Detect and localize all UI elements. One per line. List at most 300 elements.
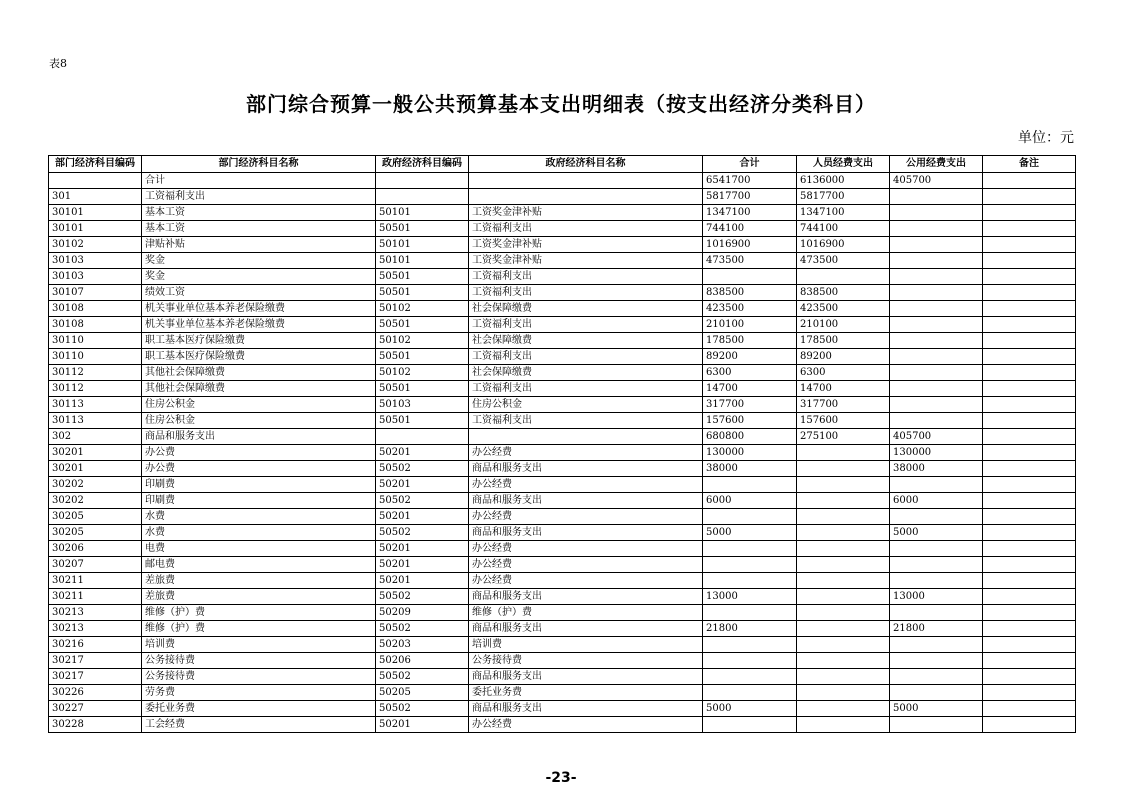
cell-gov-name: 办公经费: [469, 557, 703, 573]
cell-dept-code: 30110: [49, 349, 142, 365]
table-row: [49, 589, 1076, 605]
cell-gov-code: 50205: [376, 685, 469, 701]
cell-public: [890, 397, 983, 413]
cell-dept-name: 住房公积金: [142, 397, 376, 413]
cell-total: 6300: [703, 365, 797, 381]
cell-personnel: 178500: [797, 333, 890, 349]
cell-public: [890, 333, 983, 349]
cell-total: 178500: [703, 333, 797, 349]
cell-public: 405700: [890, 429, 983, 445]
cell-total: [703, 541, 797, 557]
cell-dept-name: 奖金: [142, 253, 376, 269]
cell-total: 680800: [703, 429, 797, 445]
cell-personnel: [797, 621, 890, 637]
cell-personnel: 6136000: [797, 173, 890, 189]
cell-gov-code: 50502: [376, 621, 469, 637]
cell-public: 13000: [890, 589, 983, 605]
cell-note: [983, 365, 1076, 381]
cell-total: 838500: [703, 285, 797, 301]
cell-dept-code: 30201: [49, 445, 142, 461]
cell-gov-code: 50201: [376, 445, 469, 461]
table-row: [49, 269, 1076, 285]
cell-personnel: [797, 493, 890, 509]
cell-personnel: [797, 509, 890, 525]
cell-dept-code: 30112: [49, 381, 142, 397]
cell-gov-code: 50502: [376, 493, 469, 509]
cell-gov-name: 办公经费: [469, 541, 703, 557]
cell-dept-name: 职工基本医疗保险缴费: [142, 333, 376, 349]
cell-dept-code: 30110: [49, 333, 142, 349]
cell-dept-code: 30217: [49, 669, 142, 685]
cell-public: [890, 317, 983, 333]
cell-dept-code: 30211: [49, 573, 142, 589]
cell-note: [983, 349, 1076, 365]
cell-dept-code: 30112: [49, 365, 142, 381]
cell-public: [890, 413, 983, 429]
cell-total: [703, 557, 797, 573]
cell-gov-name: 工资奖金津补贴: [469, 237, 703, 253]
table-header-row: [49, 156, 1076, 173]
cell-total: [703, 669, 797, 685]
cell-dept-code: 30211: [49, 589, 142, 605]
cell-personnel: 423500: [797, 301, 890, 317]
cell-public: [890, 189, 983, 205]
cell-note: [983, 541, 1076, 557]
cell-dept-code: 30226: [49, 685, 142, 701]
cell-gov-code: [376, 173, 469, 189]
cell-public: [890, 557, 983, 573]
cell-dept-name: 基本工资: [142, 205, 376, 221]
cell-note: [983, 381, 1076, 397]
cell-personnel: [797, 477, 890, 493]
cell-personnel: [797, 589, 890, 605]
cell-total: 130000: [703, 445, 797, 461]
cell-total: 423500: [703, 301, 797, 317]
page-number: -23-: [545, 770, 577, 786]
table-row: [49, 317, 1076, 333]
cell-note: [983, 525, 1076, 541]
cell-dept-name: 劳务费: [142, 685, 376, 701]
cell-dept-name: 合计: [142, 173, 376, 189]
cell-gov-code: 50101: [376, 205, 469, 221]
cell-total: 473500: [703, 253, 797, 269]
cell-total: 1347100: [703, 205, 797, 221]
table-row: [49, 525, 1076, 541]
cell-personnel: [797, 269, 890, 285]
cell-gov-name: 商品和服务支出: [469, 493, 703, 509]
cell-public: [890, 717, 983, 733]
cell-gov-name: 商品和服务支出: [469, 621, 703, 637]
cell-gov-name: 办公经费: [469, 509, 703, 525]
table-row: [49, 669, 1076, 685]
cell-note: [983, 573, 1076, 589]
cell-gov-code: 50501: [376, 413, 469, 429]
cell-personnel: [797, 541, 890, 557]
cell-gov-code: 50502: [376, 701, 469, 717]
cell-note: [983, 189, 1076, 205]
cell-personnel: [797, 525, 890, 541]
cell-dept-name: 维修（护）费: [142, 605, 376, 621]
cell-personnel: [797, 445, 890, 461]
cell-gov-code: 50102: [376, 365, 469, 381]
cell-gov-code: 50201: [376, 509, 469, 525]
cell-dept-code: 30227: [49, 701, 142, 717]
cell-gov-name: 社会保障缴费: [469, 301, 703, 317]
cell-total: 5817700: [703, 189, 797, 205]
cell-gov-code: [376, 429, 469, 445]
cell-dept-code: 30202: [49, 493, 142, 509]
cell-gov-name: 维修（护）费: [469, 605, 703, 621]
cell-dept-name: 绩效工资: [142, 285, 376, 301]
cell-dept-code: 30213: [49, 605, 142, 621]
cell-public: 5000: [890, 525, 983, 541]
cell-public: [890, 653, 983, 669]
cell-total: 38000: [703, 461, 797, 477]
cell-dept-name: 津贴补贴: [142, 237, 376, 253]
table-row: [49, 557, 1076, 573]
cell-total: [703, 685, 797, 701]
cell-total: 744100: [703, 221, 797, 237]
cell-dept-code: 30216: [49, 637, 142, 653]
cell-total: 89200: [703, 349, 797, 365]
table-row: [49, 205, 1076, 221]
cell-note: [983, 397, 1076, 413]
cell-dept-name: 培训费: [142, 637, 376, 653]
cell-gov-name: 社会保障缴费: [469, 333, 703, 349]
cell-public: [890, 237, 983, 253]
cell-dept-code: 30108: [49, 301, 142, 317]
cell-total: [703, 605, 797, 621]
cell-dept-name: 奖金: [142, 269, 376, 285]
document-title: 部门综合预算一般公共预算基本支出明细表（按支出经济分类科目）: [246, 92, 876, 116]
table-row: [49, 685, 1076, 701]
cell-personnel: 275100: [797, 429, 890, 445]
cell-public: 130000: [890, 445, 983, 461]
cell-gov-code: 50502: [376, 461, 469, 477]
cell-note: [983, 429, 1076, 445]
cell-gov-name: 商品和服务支出: [469, 669, 703, 685]
cell-personnel: 6300: [797, 365, 890, 381]
table-row: [49, 461, 1076, 477]
cell-dept-code: 30108: [49, 317, 142, 333]
cell-total: 14700: [703, 381, 797, 397]
cell-note: [983, 253, 1076, 269]
cell-gov-name: 工资福利支出: [469, 285, 703, 301]
cell-gov-code: 50201: [376, 717, 469, 733]
cell-dept-name: 办公费: [142, 445, 376, 461]
cell-gov-code: 50101: [376, 237, 469, 253]
cell-personnel: [797, 605, 890, 621]
col-header-personnel: 人员经费支出: [797, 156, 890, 173]
cell-dept-code: 30101: [49, 221, 142, 237]
cell-personnel: [797, 461, 890, 477]
cell-total: 6000: [703, 493, 797, 509]
cell-note: [983, 701, 1076, 717]
cell-gov-name: 商品和服务支出: [469, 701, 703, 717]
cell-note: [983, 173, 1076, 189]
cell-total: [703, 573, 797, 589]
cell-note: [983, 237, 1076, 253]
cell-gov-name: 住房公积金: [469, 397, 703, 413]
cell-dept-code: 302: [49, 429, 142, 445]
cell-note: [983, 605, 1076, 621]
cell-dept-name: 工会经费: [142, 717, 376, 733]
cell-gov-code: [376, 189, 469, 205]
table-row: [49, 221, 1076, 237]
cell-note: [983, 637, 1076, 653]
cell-dept-name: 电费: [142, 541, 376, 557]
cell-dept-name: 水费: [142, 509, 376, 525]
cell-public: [890, 381, 983, 397]
cell-dept-name: 机关事业单位基本养老保险缴费: [142, 317, 376, 333]
cell-total: [703, 653, 797, 669]
cell-personnel: 1016900: [797, 237, 890, 253]
cell-public: [890, 477, 983, 493]
table-number: 表8: [49, 57, 67, 70]
cell-public: [890, 365, 983, 381]
cell-public: [890, 685, 983, 701]
cell-public: [890, 573, 983, 589]
cell-total: 5000: [703, 525, 797, 541]
cell-note: [983, 317, 1076, 333]
table-row: [49, 189, 1076, 205]
cell-note: [983, 285, 1076, 301]
cell-personnel: [797, 637, 890, 653]
cell-note: [983, 685, 1076, 701]
cell-public: [890, 269, 983, 285]
cell-dept-name: 办公费: [142, 461, 376, 477]
cell-total: 210100: [703, 317, 797, 333]
cell-gov-name: 办公经费: [469, 717, 703, 733]
cell-public: [890, 605, 983, 621]
table-row: [49, 621, 1076, 637]
table-row: [49, 365, 1076, 381]
cell-public: 38000: [890, 461, 983, 477]
table-row: [49, 573, 1076, 589]
table-row: [49, 493, 1076, 509]
table-row: [49, 349, 1076, 365]
unit-label: 单位：元: [1018, 130, 1074, 146]
cell-public: 6000: [890, 493, 983, 509]
cell-note: [983, 205, 1076, 221]
col-header-gov-code: 政府经济科目编码: [376, 156, 469, 173]
cell-public: 21800: [890, 621, 983, 637]
cell-note: [983, 653, 1076, 669]
cell-gov-code: 50501: [376, 349, 469, 365]
cell-personnel: 1347100: [797, 205, 890, 221]
cell-gov-code: 50501: [376, 269, 469, 285]
cell-note: [983, 669, 1076, 685]
cell-gov-code: 50502: [376, 669, 469, 685]
table-row: [49, 541, 1076, 557]
cell-total: [703, 509, 797, 525]
cell-total: 13000: [703, 589, 797, 605]
cell-note: [983, 589, 1076, 605]
col-header-note: 备注: [983, 156, 1076, 173]
cell-dept-name: 住房公积金: [142, 413, 376, 429]
cell-dept-name: 公务接待费: [142, 669, 376, 685]
cell-personnel: 210100: [797, 317, 890, 333]
table-row: [49, 717, 1076, 733]
cell-note: [983, 301, 1076, 317]
cell-public: [890, 221, 983, 237]
cell-gov-name: 办公经费: [469, 477, 703, 493]
table-row: [49, 509, 1076, 525]
table-row: [49, 381, 1076, 397]
cell-gov-name: 工资奖金津补贴: [469, 253, 703, 269]
cell-gov-name: 工资福利支出: [469, 317, 703, 333]
cell-personnel: [797, 573, 890, 589]
table-row: [49, 285, 1076, 301]
cell-gov-code: 50501: [376, 221, 469, 237]
cell-personnel: 744100: [797, 221, 890, 237]
cell-total: 6541700: [703, 173, 797, 189]
col-header-dept-code: 部门经济科目编码: [49, 156, 142, 173]
cell-total: [703, 717, 797, 733]
cell-dept-name: 其他社会保障缴费: [142, 365, 376, 381]
cell-dept-name: 其他社会保障缴费: [142, 381, 376, 397]
cell-personnel: 89200: [797, 349, 890, 365]
cell-dept-code: 30103: [49, 269, 142, 285]
cell-note: [983, 717, 1076, 733]
cell-dept-code: 30113: [49, 397, 142, 413]
cell-dept-code: 30217: [49, 653, 142, 669]
cell-public: [890, 205, 983, 221]
cell-dept-name: 邮电费: [142, 557, 376, 573]
cell-dept-code: 30201: [49, 461, 142, 477]
col-header-dept-name: 部门经济科目名称: [142, 156, 376, 173]
cell-gov-name: 工资福利支出: [469, 221, 703, 237]
cell-gov-name: 工资福利支出: [469, 349, 703, 365]
cell-dept-name: 印刷费: [142, 477, 376, 493]
cell-dept-name: 维修（护）费: [142, 621, 376, 637]
table-row: [49, 397, 1076, 413]
cell-public: [890, 509, 983, 525]
cell-gov-name: 办公经费: [469, 445, 703, 461]
cell-note: [983, 557, 1076, 573]
cell-gov-code: 50101: [376, 253, 469, 269]
cell-personnel: [797, 669, 890, 685]
table-row: [49, 605, 1076, 621]
cell-dept-name: 委托业务费: [142, 701, 376, 717]
table-body: [49, 173, 1076, 733]
cell-note: [983, 621, 1076, 637]
cell-gov-code: 50502: [376, 589, 469, 605]
cell-personnel: [797, 653, 890, 669]
cell-total: 1016900: [703, 237, 797, 253]
cell-note: [983, 509, 1076, 525]
cell-dept-name: 公务接待费: [142, 653, 376, 669]
table-row: [49, 173, 1076, 189]
cell-gov-name: 办公经费: [469, 573, 703, 589]
budget-table: [48, 155, 1076, 733]
cell-gov-name: 工资福利支出: [469, 413, 703, 429]
table-row: [49, 333, 1076, 349]
cell-note: [983, 477, 1076, 493]
cell-dept-name: 印刷费: [142, 493, 376, 509]
cell-dept-code: 30205: [49, 509, 142, 525]
cell-dept-name: 机关事业单位基本养老保险缴费: [142, 301, 376, 317]
cell-gov-code: 50209: [376, 605, 469, 621]
cell-gov-code: 50201: [376, 573, 469, 589]
cell-gov-name: [469, 429, 703, 445]
cell-dept-code: 30102: [49, 237, 142, 253]
cell-note: [983, 269, 1076, 285]
cell-gov-code: 50103: [376, 397, 469, 413]
table-row: [49, 301, 1076, 317]
cell-dept-code: [49, 173, 142, 189]
cell-personnel: 14700: [797, 381, 890, 397]
cell-note: [983, 333, 1076, 349]
table-row: [49, 653, 1076, 669]
cell-dept-code: 301: [49, 189, 142, 205]
cell-public: 5000: [890, 701, 983, 717]
cell-note: [983, 445, 1076, 461]
cell-dept-name: 差旅费: [142, 573, 376, 589]
cell-public: [890, 301, 983, 317]
cell-personnel: [797, 701, 890, 717]
cell-gov-code: 50502: [376, 525, 469, 541]
cell-note: [983, 221, 1076, 237]
cell-note: [983, 493, 1076, 509]
cell-note: [983, 413, 1076, 429]
cell-total: [703, 269, 797, 285]
table-row: [49, 237, 1076, 253]
cell-dept-name: 商品和服务支出: [142, 429, 376, 445]
cell-gov-name: 公务接待费: [469, 653, 703, 669]
col-header-public: 公用经费支出: [890, 156, 983, 173]
cell-gov-name: 工资福利支出: [469, 381, 703, 397]
table-row: [49, 413, 1076, 429]
cell-personnel: 838500: [797, 285, 890, 301]
table-row: [49, 477, 1076, 493]
cell-gov-name: [469, 189, 703, 205]
col-header-total: 合计: [703, 156, 797, 173]
cell-dept-code: 30107: [49, 285, 142, 301]
cell-dept-name: 工资福利支出: [142, 189, 376, 205]
cell-gov-name: 商品和服务支出: [469, 525, 703, 541]
cell-gov-name: 社会保障缴费: [469, 365, 703, 381]
cell-personnel: [797, 557, 890, 573]
cell-dept-name: 基本工资: [142, 221, 376, 237]
cell-public: [890, 253, 983, 269]
cell-dept-code: 30213: [49, 621, 142, 637]
cell-note: [983, 461, 1076, 477]
cell-total: 21800: [703, 621, 797, 637]
cell-gov-code: 50203: [376, 637, 469, 653]
cell-public: [890, 637, 983, 653]
table-row: [49, 637, 1076, 653]
cell-dept-code: 30113: [49, 413, 142, 429]
cell-public: [890, 669, 983, 685]
cell-gov-code: 50102: [376, 333, 469, 349]
cell-total: 5000: [703, 701, 797, 717]
cell-dept-code: 30103: [49, 253, 142, 269]
cell-dept-name: 职工基本医疗保险缴费: [142, 349, 376, 365]
table-row: [49, 445, 1076, 461]
cell-gov-name: 委托业务费: [469, 685, 703, 701]
cell-personnel: 157600: [797, 413, 890, 429]
cell-personnel: 5817700: [797, 189, 890, 205]
cell-personnel: 473500: [797, 253, 890, 269]
cell-gov-code: 50501: [376, 317, 469, 333]
cell-gov-code: 50201: [376, 477, 469, 493]
cell-dept-code: 30206: [49, 541, 142, 557]
cell-personnel: [797, 685, 890, 701]
cell-total: 157600: [703, 413, 797, 429]
cell-gov-name: 商品和服务支出: [469, 461, 703, 477]
cell-public: [890, 285, 983, 301]
